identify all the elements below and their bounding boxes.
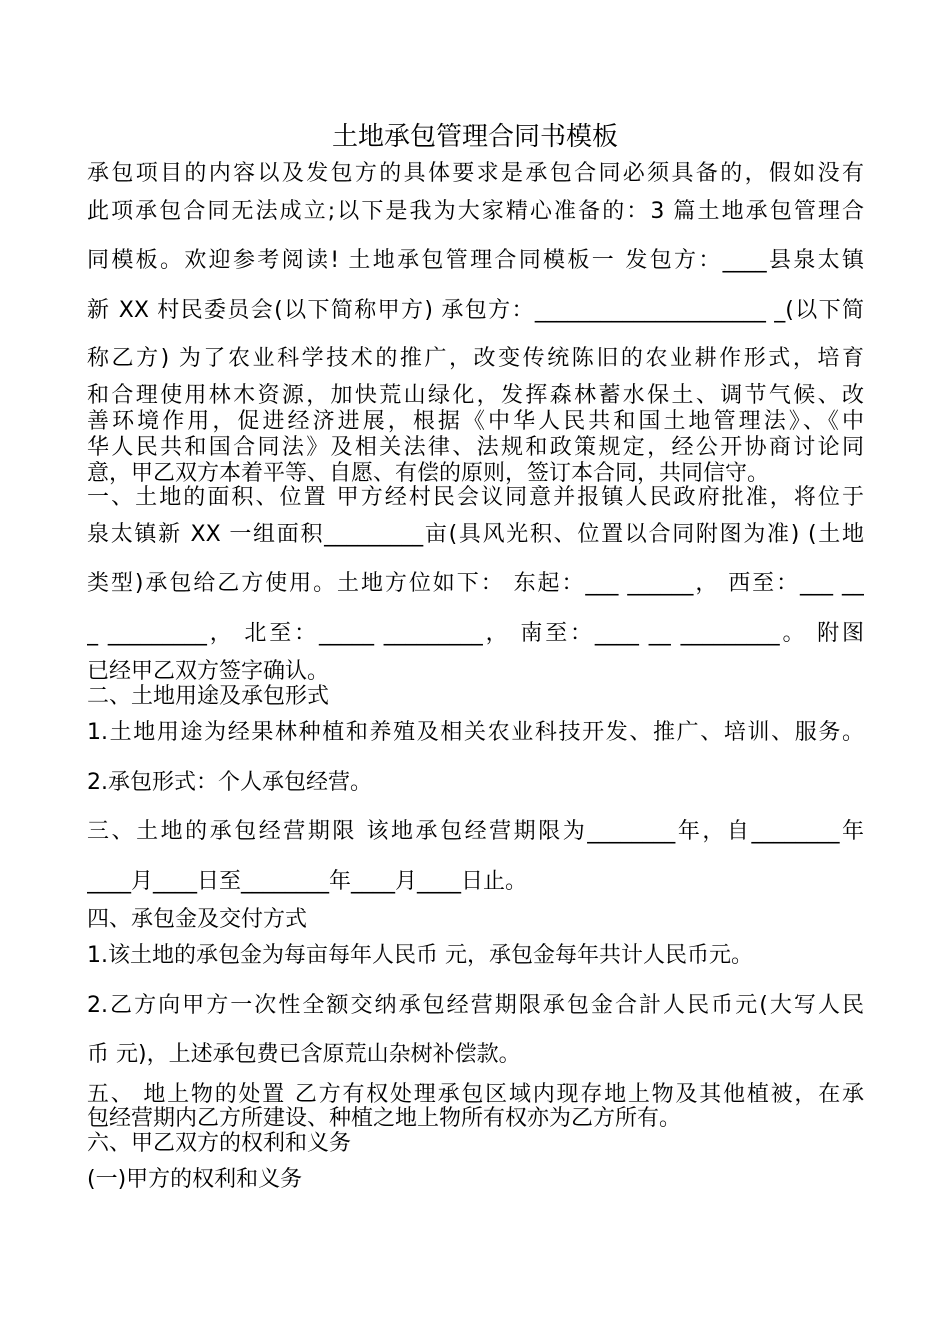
paragraph-line: 类型)承包给乙方使用。土地方位如下： 东起：___ ______， 西至：___ __ — [87, 571, 864, 596]
paragraph-line: 2.承包形式：个人承包经营。 — [87, 770, 372, 795]
section-heading-4: 四、承包金及交付方式 — [87, 907, 308, 932]
paragraph-line: 新 XX 村民委员会(以下简称甲方) 承包方：_____________________ _(以下简 — [87, 298, 864, 323]
subsection-heading: (一)甲方的权利和义务 — [87, 1167, 303, 1192]
section-heading-1: 一、土地的面积、位置 甲方经村民会议同意并报镇人民政府批准，将位于 — [87, 485, 864, 510]
paragraph-line: 1.土地用途为经果林种植和养殖及相关农业科技开发、推广、培训、服务。 — [87, 720, 864, 745]
paragraph-line: 意，甲乙双方本着平等、自愿、有偿的原则，签订本合同，共同信守。 — [87, 461, 770, 486]
document-title: 土地承包管理合同书模板 — [331, 122, 618, 152]
paragraph-line: 1.该土地的承包金为每亩每年人民币 元，承包金每年共计人民币元。 — [87, 943, 753, 968]
paragraph-line: 和合理使用林木资源，加快荒山绿化，发挥森林蓄水保土、调节气候、改 — [87, 383, 864, 408]
paragraph-line: 承包项目的内容以及发包方的具体要求是承包合同必须具备的，假如没有 — [87, 161, 864, 186]
paragraph-line: 2.乙方向甲方一次性全额交纳承包经营期限承包金合計人民币元(大写人民 — [87, 993, 864, 1018]
paragraph-line: 华人民共和国合同法》及相关法律、法规和政策规定，经公开协商讨论同 — [87, 435, 864, 460]
section-heading-6: 六、甲乙双方的权利和义务 — [87, 1131, 352, 1156]
paragraph-line: 称乙方) 为了农业科学技术的推广，改变传统陈旧的农业耕作形式，培育 — [87, 346, 864, 371]
paragraph-line: ____月____日至________年____月____日止。 — [87, 869, 528, 894]
paragraph-line: 已经甲乙双方签字确认。 — [87, 659, 330, 684]
paragraph-line: 包经营期内乙方所建设、种植之地上物所有权亦为乙方所有。 — [87, 1106, 682, 1131]
paragraph-line: 币 元)，上述承包费已含原荒山杂树补偿款。 — [87, 1042, 521, 1067]
section-heading-5: 五、 地上物的处置 乙方有权处理承包区域内现存地上物及其他植被，在承 — [87, 1082, 864, 1107]
paragraph-line: 善环境作用，促进经济进展，根据《中华人民共和国土地管理法》、《中 — [87, 409, 864, 434]
paragraph-line: 泉太镇新 XX 一组面积_________亩(具风光积、位置以合同附图为准) (土地 — [87, 522, 864, 547]
section-heading-3: 三、土地的承包经营期限 该地承包经营期限为________年，自________年 — [87, 819, 864, 844]
section-heading-2: 二、土地用途及承包形式 — [87, 684, 330, 709]
paragraph-line: _ _________， 北至：_____ _________， 南至：____ __ _________。 附图 — [87, 621, 864, 646]
paragraph-line: 同模板。欢迎参考阅读! 土地承包管理合同模板一 发包方：____县泉太镇 — [87, 248, 864, 273]
paragraph-line: 此项承包合同无法成立;以下是我为大家精心准备的：3 篇土地承包管理合 — [87, 199, 864, 224]
